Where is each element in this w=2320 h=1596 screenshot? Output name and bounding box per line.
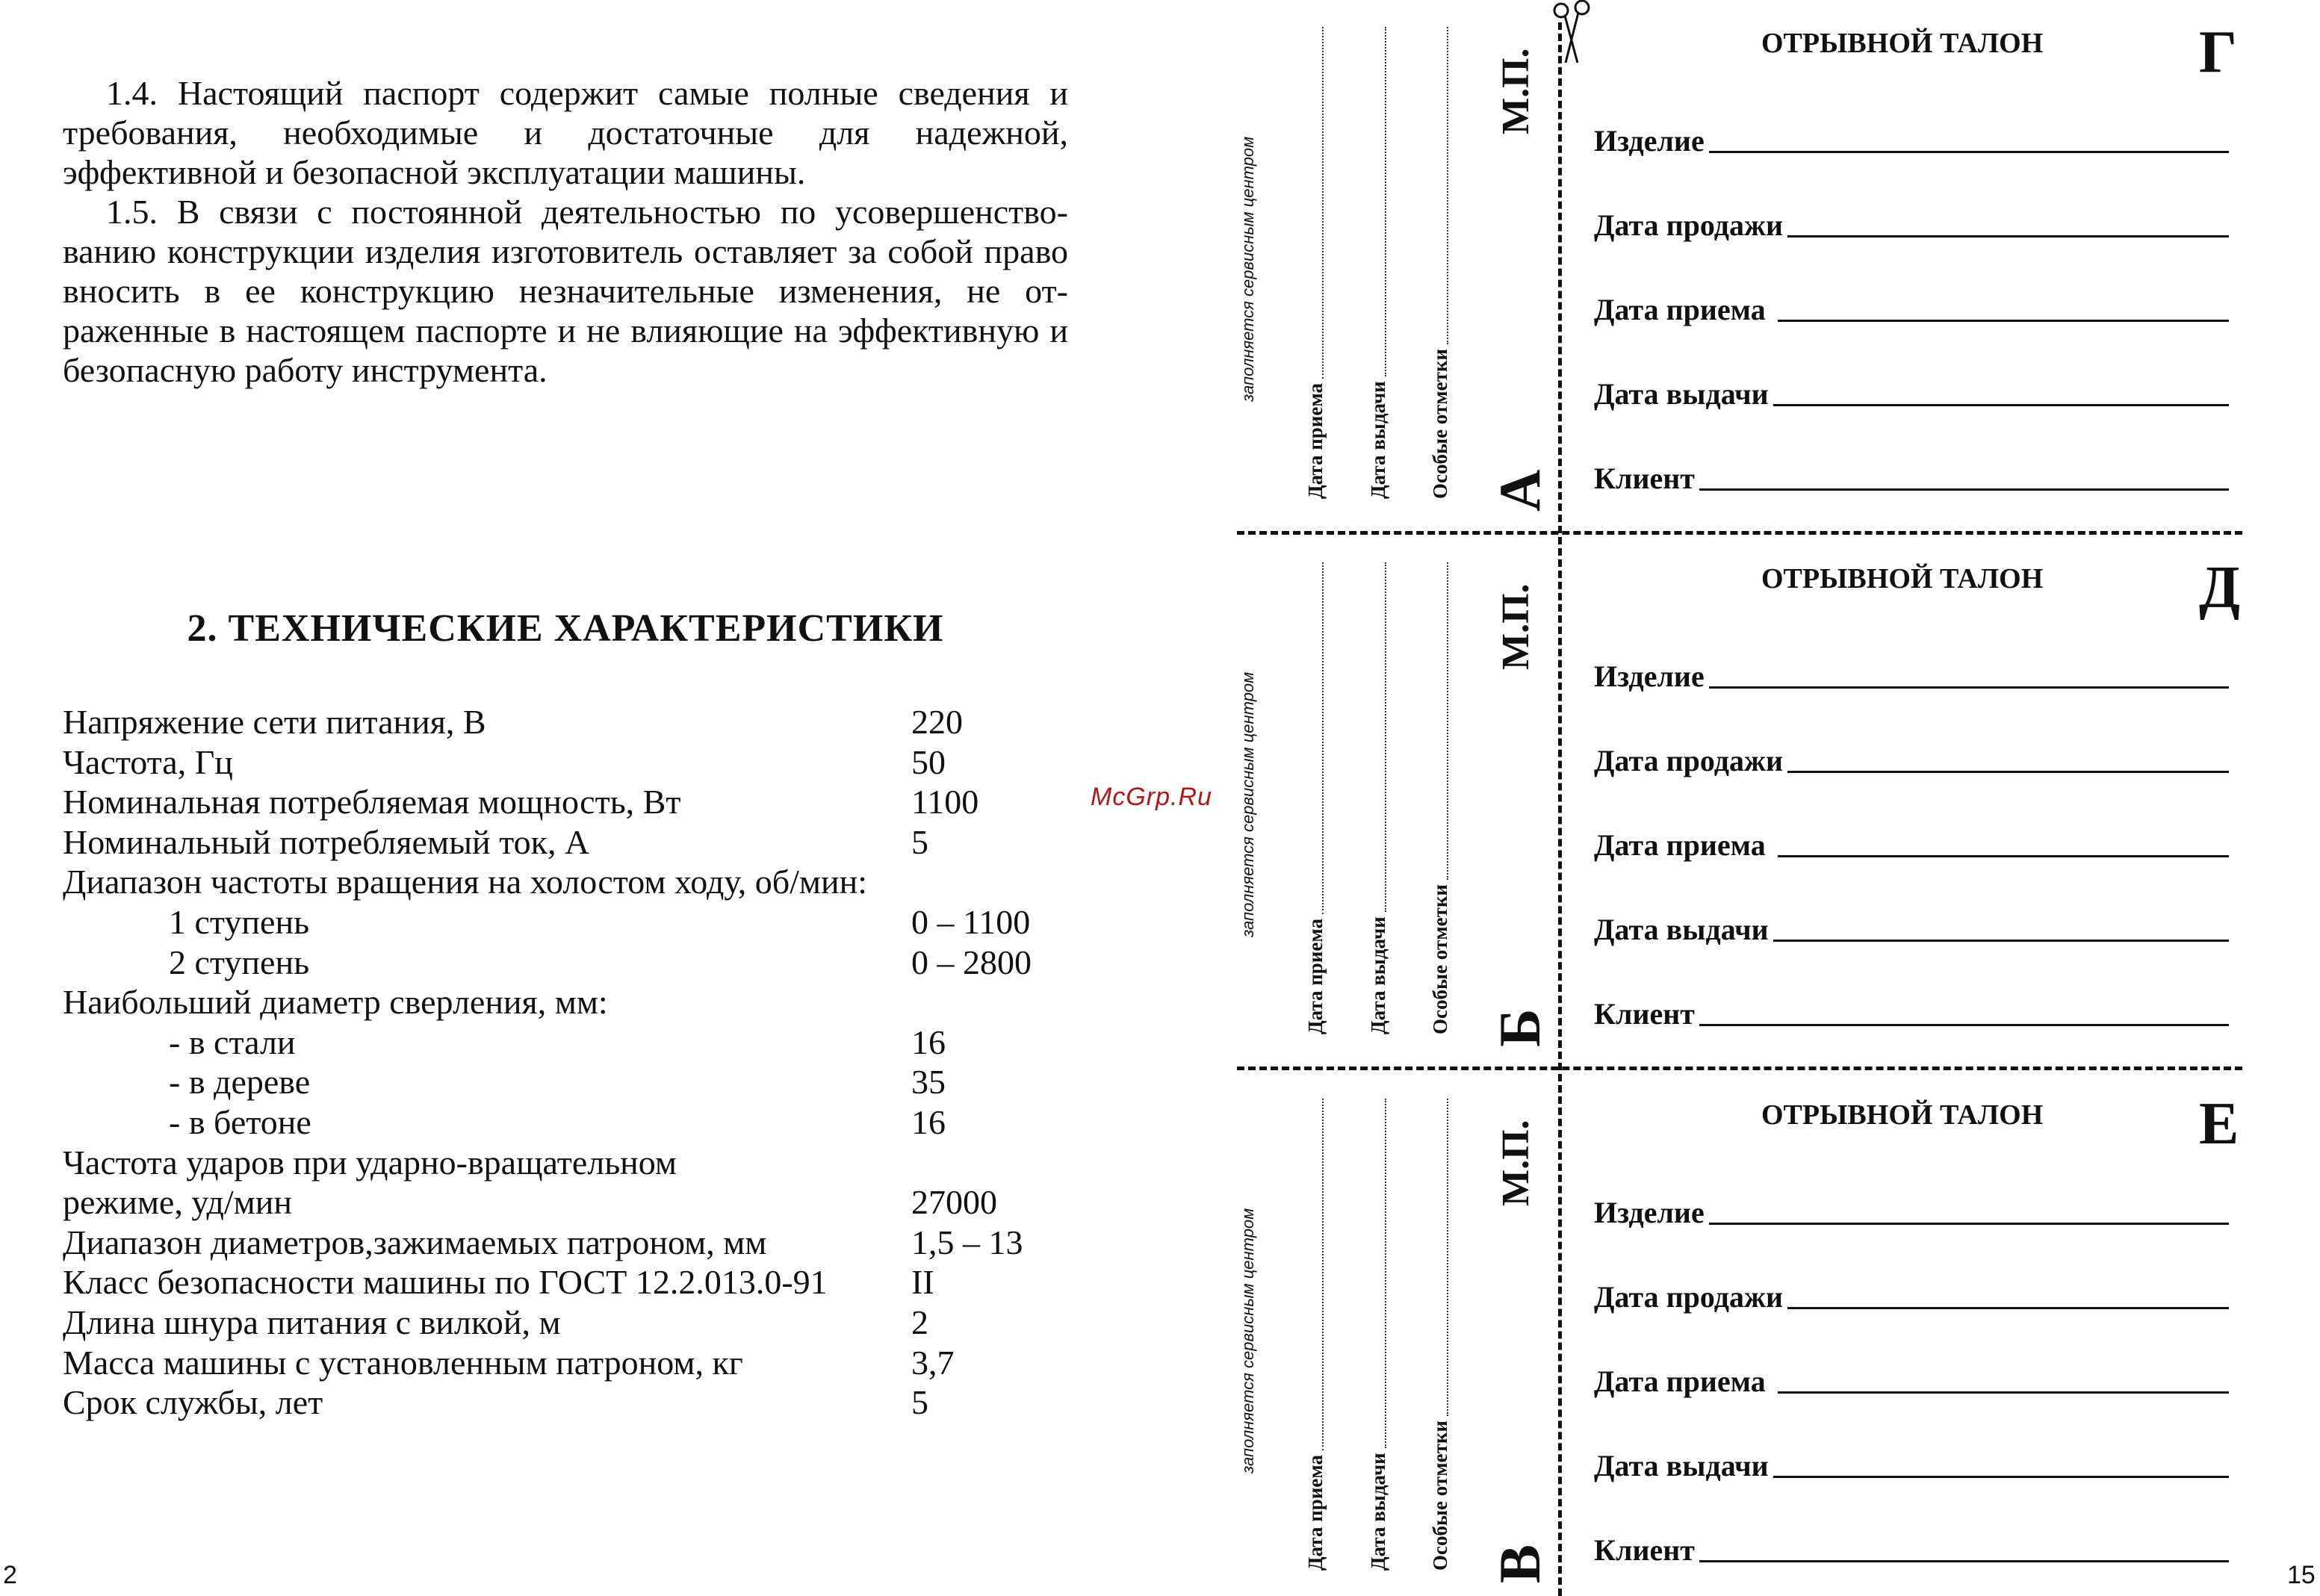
stub-field-label: Дата выдачи xyxy=(1367,381,1389,499)
talon-field-label: Изделие xyxy=(1594,659,1705,693)
stub-field-label: Дата выдачи xyxy=(1367,916,1389,1034)
spec-row xyxy=(63,1223,1108,1263)
spec-label: Диапазон диаметров,зажимаемых патроном, мм xyxy=(63,1223,767,1261)
talon-field xyxy=(1594,123,2229,158)
talon-field-line xyxy=(1787,1304,2229,1309)
talon-field-line xyxy=(1787,232,2229,237)
stub-letter: А xyxy=(1487,469,1552,512)
stub-note: заполняется сервисным центром xyxy=(1238,136,1257,402)
talon-field xyxy=(1594,376,2229,412)
talon-field-line xyxy=(1773,1473,2229,1478)
vertical-cut-line xyxy=(1558,22,1562,1596)
talon-field-line xyxy=(1773,401,2229,406)
talon-field xyxy=(1594,828,2229,863)
stub-field xyxy=(1367,562,1390,1034)
talon-field-label: Клиент xyxy=(1594,1533,1695,1567)
spec-value: 1100 xyxy=(911,783,979,822)
spec-label: Диапазон частоты вращения на холостом ходу, об/мин: xyxy=(63,863,868,901)
stub-field-line xyxy=(1371,1099,1386,1448)
spec-value: 220 xyxy=(911,703,963,741)
talon-field-label: Дата приема xyxy=(1594,293,1773,326)
talon-field xyxy=(1594,743,2229,778)
spec-row xyxy=(63,982,1108,1022)
spec-label: Номинальная потребляемая мощность, Вт xyxy=(63,783,681,822)
stub-note: заполняется сервисным центром xyxy=(1238,1208,1257,1474)
talon-field-line xyxy=(1709,1220,2229,1225)
talon-field xyxy=(1594,1279,2229,1314)
spec-row xyxy=(63,1022,1108,1063)
spec-row xyxy=(63,702,1108,742)
spec-row xyxy=(63,822,1108,863)
stub-field-line xyxy=(1433,27,1448,344)
talon-field-label: Клиент xyxy=(1594,997,1695,1031)
coupon-separator-1 xyxy=(1237,531,2242,535)
stub-field xyxy=(1367,27,1390,499)
stub-field xyxy=(1429,562,1452,1034)
spec-row xyxy=(63,943,1108,983)
talon-field xyxy=(1594,996,2229,1031)
spec-value: 1,5 – 13 xyxy=(911,1223,1023,1261)
talon-field-label: Дата продажи xyxy=(1594,208,1784,242)
stub-note: заполняется сервисным центром xyxy=(1238,671,1257,937)
talon-field xyxy=(1594,1533,2229,1568)
spec-value: 3,7 xyxy=(911,1343,955,1382)
spec-value: 50 xyxy=(911,742,946,781)
page-number-left: 2 xyxy=(3,1561,17,1589)
spec-label: - в стали xyxy=(169,1022,296,1061)
spec-label: Частота ударов при ударно-вращательном xyxy=(63,1143,677,1182)
spec-value: 35 xyxy=(911,1063,946,1102)
spec-label: Наибольший диаметр сверления, мм: xyxy=(63,983,608,1022)
talon-field xyxy=(1594,1364,2229,1399)
stamp-label: М.П. xyxy=(1495,1120,1537,1206)
coupon-letter: Е xyxy=(2199,1091,2239,1157)
talon-field-label: Изделие xyxy=(1594,124,1705,158)
talon-field-line xyxy=(1778,317,2229,322)
spec-value: 0 – 1100 xyxy=(911,902,1031,941)
talon-field xyxy=(1594,1448,2229,1483)
spec-label: - в бетоне xyxy=(169,1102,311,1141)
talon-field xyxy=(1594,912,2229,947)
talon-field-line xyxy=(1699,1557,2229,1562)
spec-label: 2 ступень xyxy=(169,943,310,981)
spec-value: 2 xyxy=(911,1302,928,1341)
spec-value: 5 xyxy=(911,1383,928,1422)
spec-row xyxy=(63,902,1108,943)
talon-field-label: Дата приема xyxy=(1594,828,1773,862)
spec-value: 27000 xyxy=(911,1183,997,1222)
talon-field xyxy=(1594,292,2229,327)
talon-field-label: Клиент xyxy=(1594,462,1695,495)
spec-label: режиме, уд/мин xyxy=(63,1183,292,1222)
spec-label: Масса машины с установленным патроном, кг xyxy=(63,1343,743,1382)
stub-field-line xyxy=(1309,562,1324,914)
stub-field xyxy=(1304,27,1327,499)
stamp-label: М.П. xyxy=(1495,48,1537,134)
spec-value: 16 xyxy=(911,1022,946,1061)
stamp-label: М.П. xyxy=(1495,583,1537,670)
talon-field xyxy=(1594,208,2229,243)
page-number-right: 15 xyxy=(2287,1561,2316,1589)
spec-label: Номинальный потребляемый ток, А xyxy=(63,822,590,861)
stub-field-line xyxy=(1309,27,1324,379)
spec-row xyxy=(63,862,1108,902)
spec-label: 1 ступень xyxy=(169,902,310,941)
talon-field-line xyxy=(1787,768,2229,773)
stub-field xyxy=(1304,562,1327,1034)
stub-field-line xyxy=(1371,27,1386,376)
talon-field-label: Дата выдачи xyxy=(1594,377,1769,411)
spec-label: Класс безопасности машины по ГОСТ 12.2.013.0-91 xyxy=(63,1263,828,1302)
stub-field-label: Дата приема xyxy=(1304,918,1327,1034)
talon-field-label: Дата выдачи xyxy=(1594,913,1769,946)
talon-title: ОТРЫВНОЙ ТАЛОН xyxy=(1761,28,2044,59)
scissors-icon xyxy=(1552,0,1592,67)
spec-row xyxy=(63,1343,1108,1383)
talon-field xyxy=(1594,461,2229,496)
paragraph-1-4: 1.4. Настоящий паспорт содержит самые полные сведения и требования, необходимые и достаточные для надежной, эффективной и безопасной эксплуатации машины. xyxy=(63,74,1068,191)
spec-row xyxy=(63,1182,1108,1223)
talon-field-label: Изделие xyxy=(1594,1196,1705,1229)
spec-value: 16 xyxy=(911,1102,946,1141)
spec-row xyxy=(63,1302,1108,1343)
stub-field-label: Дата приема xyxy=(1304,382,1327,499)
section-title: 2. ТЕХНИЧЕСКИЕ ХАРАКТЕРИСТИКИ xyxy=(187,607,944,650)
spec-row xyxy=(63,782,1108,822)
spec-label: Срок службы, лет xyxy=(63,1383,323,1422)
spec-label: Длина шнура питания с вилкой, м xyxy=(63,1302,561,1341)
talon-title: ОТРЫВНОЙ ТАЛОН xyxy=(1761,1099,2044,1131)
spec-value: 5 xyxy=(911,822,928,861)
paragraph-1-5: 1.5. В связи с постоянной деятельностью по усовершенство-ванию конструкции изделия изготовитель оставляет за собой право вносить в ее конструкцию незначительные изменения, не от-раженные в настоящем паспорте и не влияющие на эффективную и безопасную работу инструмента. xyxy=(63,193,1068,389)
talon-field-label: Дата продажи xyxy=(1594,744,1784,777)
talon-field xyxy=(1594,1195,2229,1230)
stub-field-label: Дата приема xyxy=(1304,1454,1327,1571)
stub-field xyxy=(1429,27,1452,499)
spec-row xyxy=(63,1143,1108,1183)
stub-field-label: Дата выдачи xyxy=(1367,1453,1389,1571)
stub-field-line xyxy=(1309,1099,1324,1450)
spec-label: Частота, Гц xyxy=(63,742,233,781)
talon-field-label: Дата приема xyxy=(1594,1364,1773,1398)
coupon-letter: Д xyxy=(2199,555,2241,621)
stub-field-label: Особые отметки xyxy=(1429,884,1451,1034)
spec-row xyxy=(63,1262,1108,1302)
stub-letter: Б xyxy=(1487,1008,1552,1047)
spec-value: II xyxy=(911,1263,934,1302)
spec-row xyxy=(63,742,1108,783)
talon-field-line xyxy=(1709,683,2229,689)
coupon-letter: Г xyxy=(2199,19,2237,85)
stub-field xyxy=(1429,1099,1452,1571)
talon-field-label: Дата выдачи xyxy=(1594,1449,1769,1482)
spec-row xyxy=(63,1382,1108,1423)
intro-text xyxy=(63,73,1068,390)
stub-field-label: Особые отметки xyxy=(1429,1420,1451,1571)
spec-label: - в дереве xyxy=(169,1063,311,1102)
coupon-separator-2 xyxy=(1237,1066,2242,1070)
talon-title: ОТРЫВНОЙ ТАЛОН xyxy=(1761,563,2044,594)
talon-field-line xyxy=(1699,485,2229,491)
talon-field-line xyxy=(1773,937,2229,942)
stub-field-line xyxy=(1371,562,1386,912)
talon-field xyxy=(1594,659,2229,694)
stub-letter: В xyxy=(1487,1544,1552,1583)
talon-field-line xyxy=(1709,148,2229,153)
stub-field-line xyxy=(1433,1099,1448,1416)
spec-row xyxy=(63,1102,1108,1143)
stub-field-label: Особые отметки xyxy=(1429,349,1451,499)
talon-field-line xyxy=(1778,852,2229,857)
stub-field xyxy=(1367,1099,1390,1571)
talon-field-line xyxy=(1778,1388,2229,1394)
spec-table xyxy=(63,702,1108,1423)
stub-field xyxy=(1304,1099,1327,1571)
talon-field-line xyxy=(1699,1021,2229,1026)
watermark: McGrp.Ru xyxy=(1091,783,1212,811)
talon-field-label: Дата продажи xyxy=(1594,1280,1784,1314)
spec-label: Напряжение сети питания, В xyxy=(63,703,486,741)
stub-field-line xyxy=(1433,562,1448,880)
spec-value: 0 – 2800 xyxy=(911,943,1032,981)
spec-row xyxy=(63,1062,1108,1102)
